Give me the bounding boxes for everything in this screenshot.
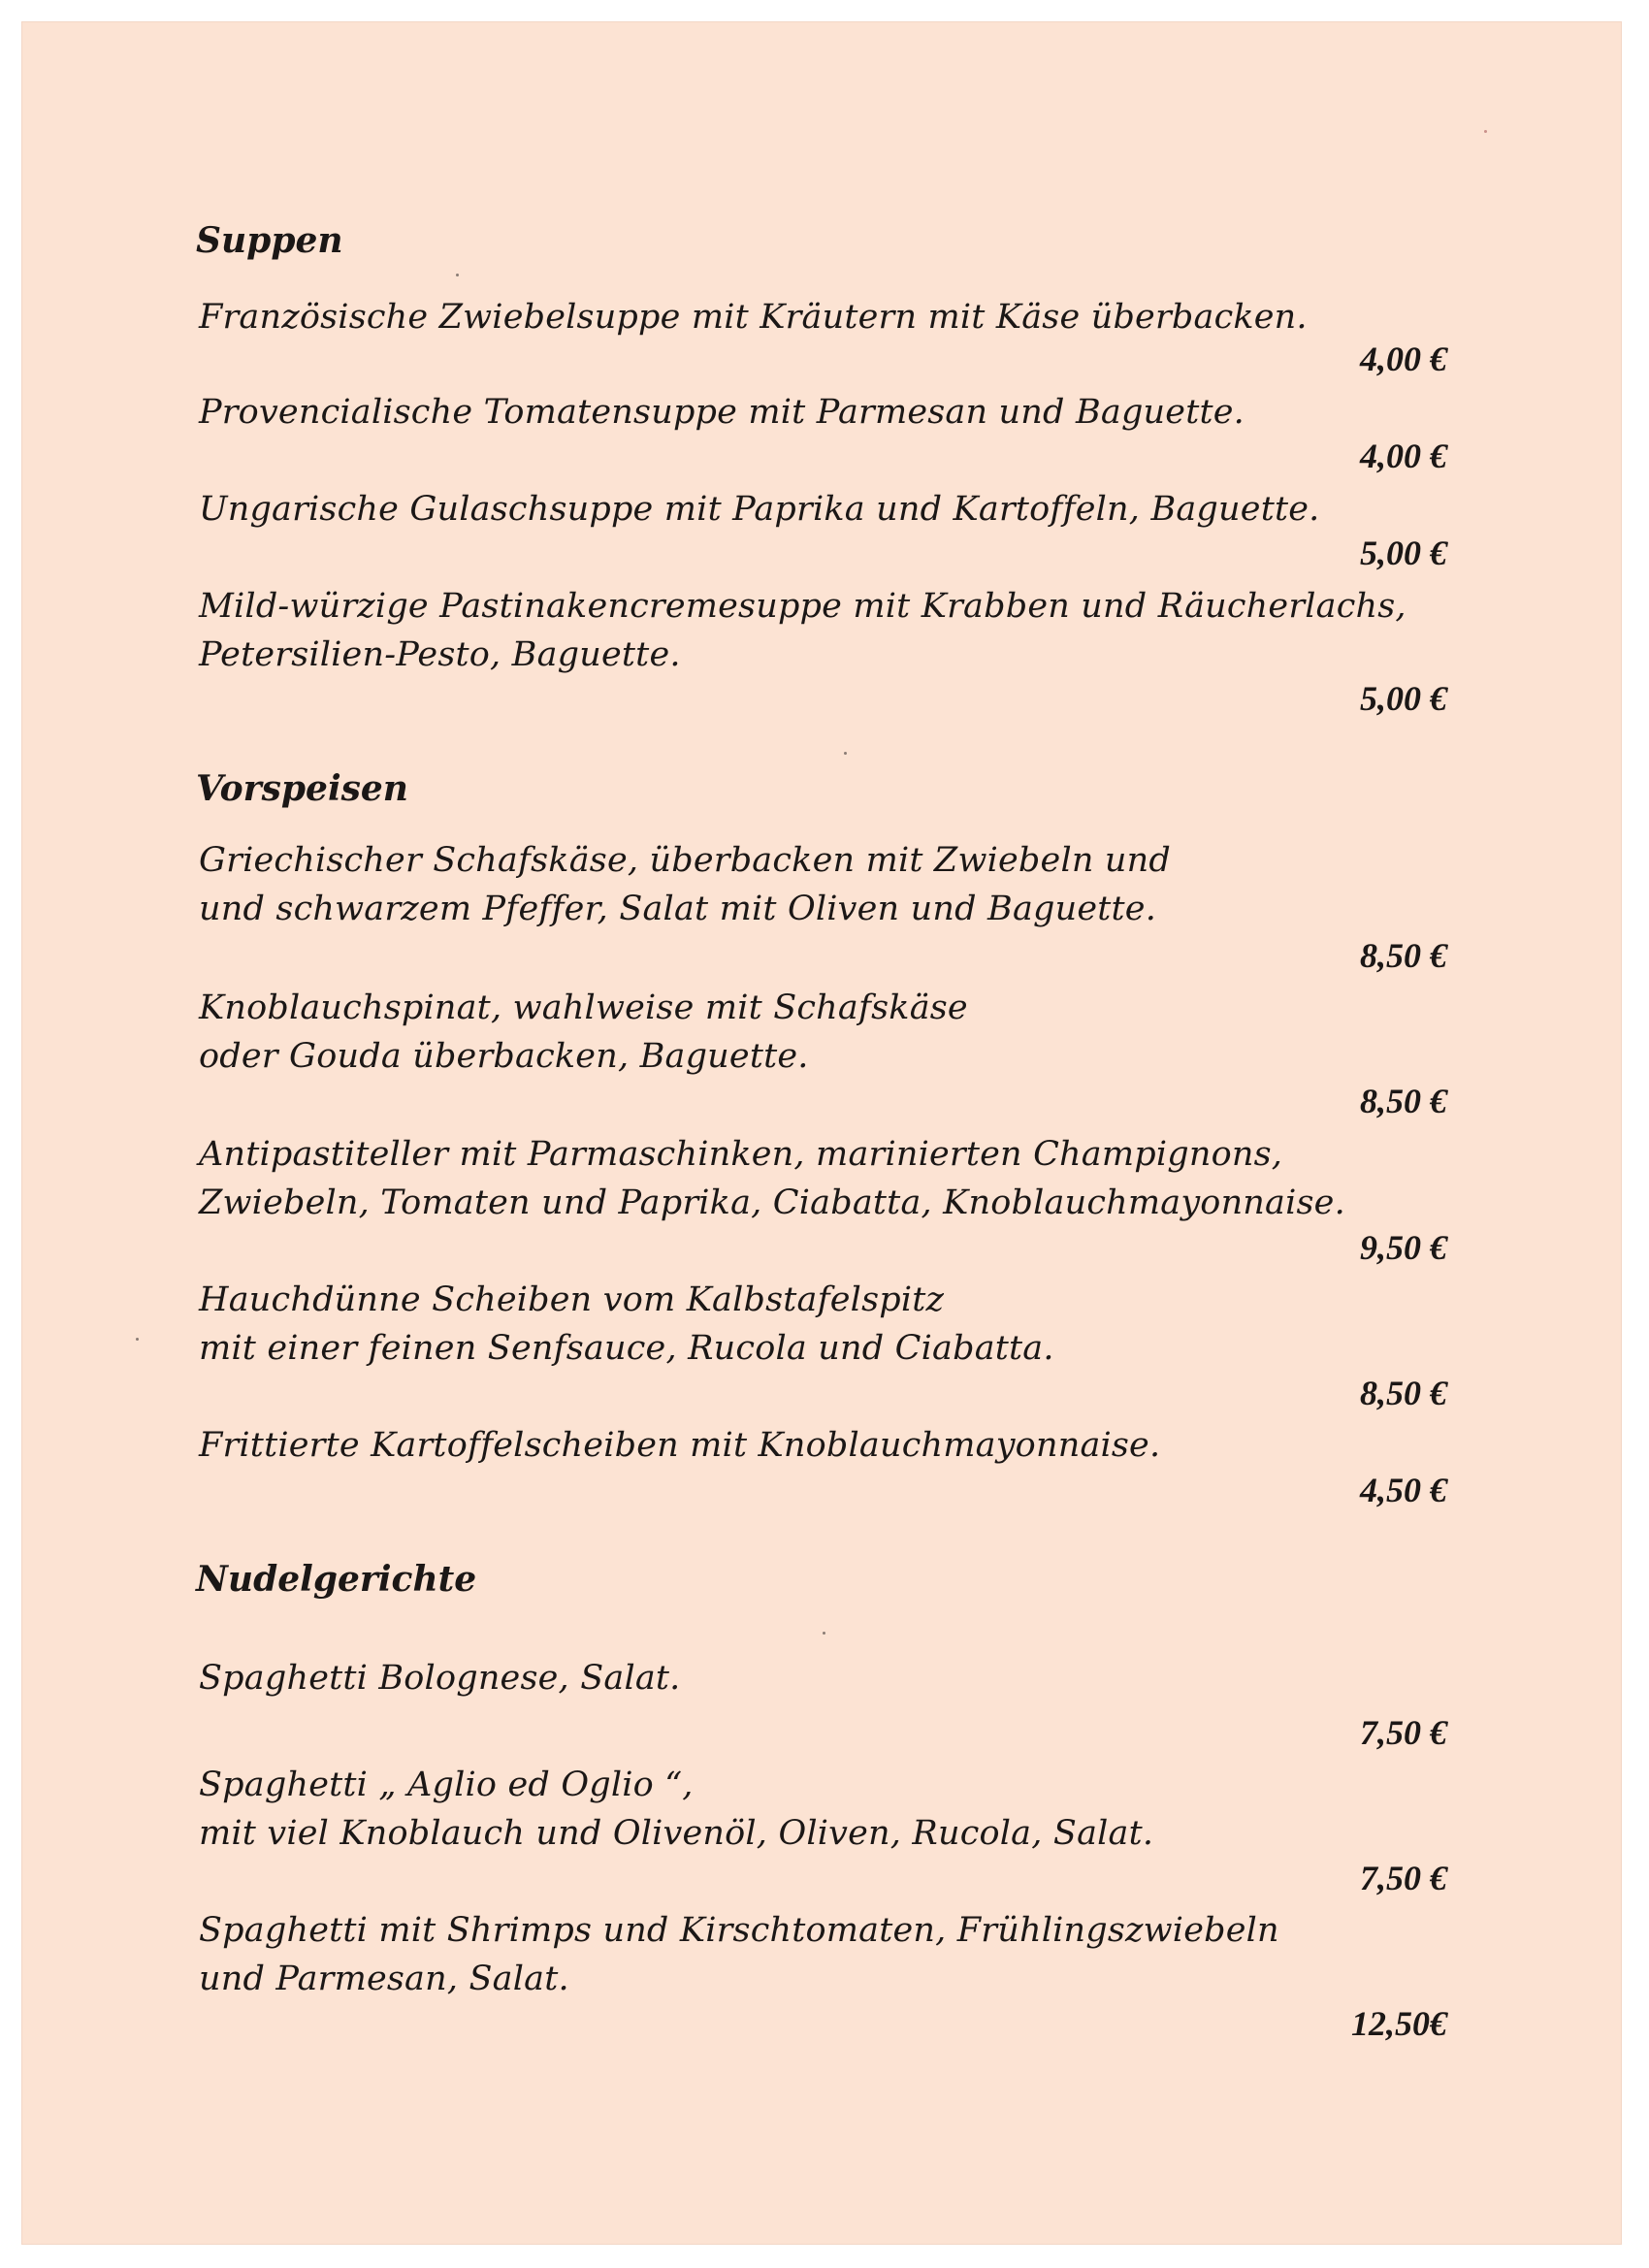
menu-item-price: 7,50 € [1360,1713,1447,1752]
scan-speck [456,274,459,276]
menu-page [21,21,1622,2245]
menu-item-price: 12,50€ [1351,2004,1447,2043]
menu-item-description: Ungarische Gulaschsuppe mit Paprika und Kartoffeln, Baguette. [199,490,1320,529]
scan-speck [136,1338,139,1341]
menu-item-description: Hauchdünne Scheiben vom Kalbstafelspitz [199,1280,945,1319]
menu-item-description: Griechischer Schafskäse, überbacken mit Zwiebeln und [199,841,1171,880]
menu-item-price: 4,00 € [1360,437,1447,475]
menu-item-description: oder Gouda überbacken, Baguette. [199,1037,809,1076]
menu-item-price: 4,50 € [1360,1471,1447,1509]
menu-item-description: und schwarzem Pfeffer, Salat mit Oliven und Baguette. [199,890,1157,928]
menu-item-description: Zwiebeln, Tomaten und Paprika, Ciabatta, Knoblauchmayonnaise. [199,1183,1345,1222]
menu-item-description: Mild-würzige Pastinakencremesuppe mit Krabben und Räucherlachs, [199,587,1406,626]
menu-item-description: mit einer feinen Senfsauce, Rucola und Ciabatta. [199,1329,1054,1368]
menu-item-description: mit viel Knoblauch und Olivenöl, Oliven, Rucola, Salat. [199,1814,1154,1853]
menu-item-price: 5,00 € [1360,679,1447,718]
section-heading-suppen: Suppen [196,220,343,261]
menu-item-description: Knoblauchspinat, wahlweise mit Schafskäse [199,988,968,1027]
scan-speck [1484,130,1487,133]
menu-item-price: 8,50 € [1360,936,1447,975]
menu-item-description: Provencialische Tomatensuppe mit Parmesan und Baguette. [199,393,1245,432]
scan-speck [844,752,847,755]
section-heading-vorspeisen: Vorspeisen [196,768,408,809]
menu-item-price: 4,00 € [1360,340,1447,378]
menu-item-description: Frittierte Kartoffelscheiben mit Knoblauchmayonnaise. [199,1426,1161,1465]
menu-item-price: 5,00 € [1360,534,1447,572]
menu-item-description: Französische Zwiebelsuppe mit Kräutern mit Käse überbacken. [199,298,1308,337]
menu-item-description: Antipastiteller mit Parmaschinken, marinierten Champignons, [199,1135,1283,1174]
menu-item-description: Spaghetti „ Aglio ed Oglio “, [199,1766,694,1804]
menu-item-price: 7,50 € [1360,1859,1447,1897]
menu-item-description: Spaghetti Bolognese, Salat. [199,1659,681,1698]
menu-item-price: 9,50 € [1360,1228,1447,1267]
scan-speck [823,1632,825,1635]
menu-item-description: und Parmesan, Salat. [199,1960,569,1998]
menu-item-price: 8,50 € [1360,1374,1447,1412]
menu-item-price: 8,50 € [1360,1082,1447,1120]
menu-item-description: Spaghetti mit Shrimps und Kirschtomaten, Frühlingszwiebeln [199,1911,1279,1950]
section-heading-nudelgerichte: Nudelgerichte [196,1559,477,1600]
menu-item-description: Petersilien-Pesto, Baguette. [199,635,681,674]
